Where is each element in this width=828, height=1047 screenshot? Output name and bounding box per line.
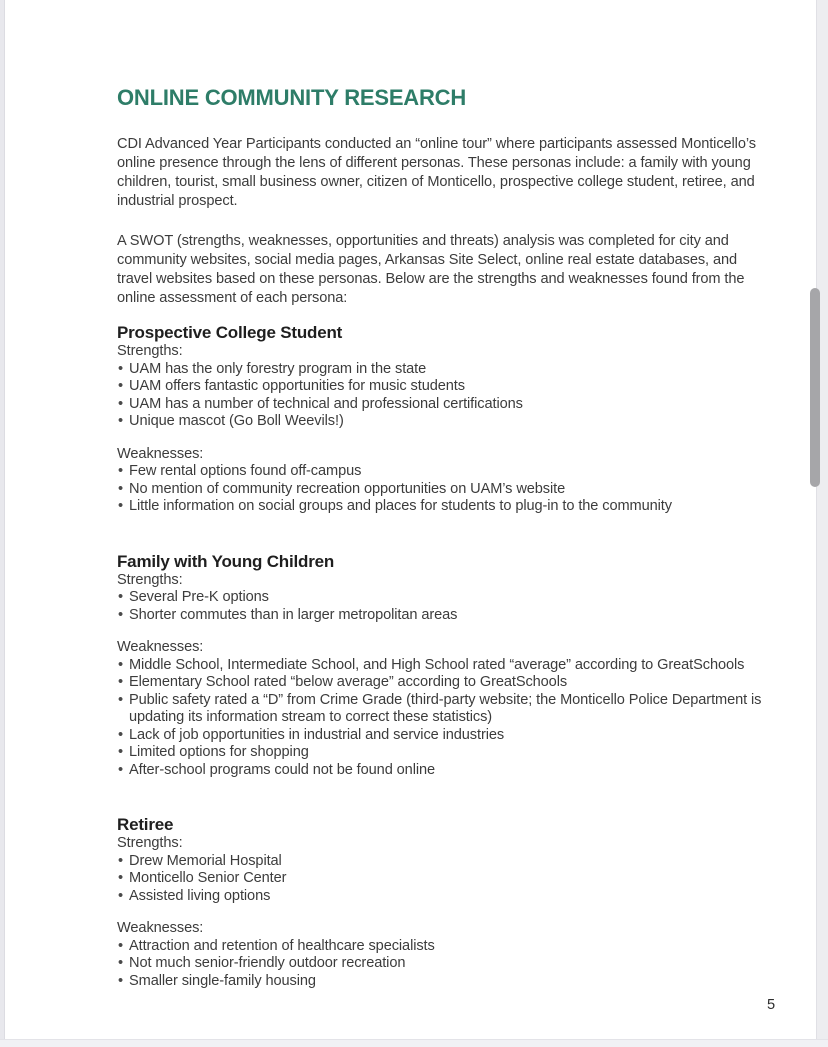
weaknesses-label: Weaknesses: (117, 445, 204, 462)
viewer-background-left-edge (0, 0, 5, 1047)
list-item: • Not much senior-friendly outdoor recreation (117, 955, 775, 973)
list-item: • Limited options for shopping (117, 744, 775, 762)
weaknesses-list (117, 657, 775, 780)
list-item: • Attraction and retention of healthcare specialists (117, 938, 775, 956)
scrollbar-track[interactable] (816, 0, 828, 1047)
list-item: • Elementary School rated “below average” according to GreatSchools (117, 674, 775, 692)
weaknesses-label: Weaknesses: (117, 920, 204, 936)
document-page (117, 84, 775, 1014)
list-item: • UAM has the only forestry program in the state (117, 361, 775, 379)
vertical-scrollbar[interactable] (810, 0, 828, 1047)
list-item: • Unique mascot (Go Boll Weevils!) (117, 413, 775, 431)
list-item: • After-school programs could not be found online (117, 762, 775, 780)
viewer-background-bottom-edge (0, 1039, 828, 1047)
weaknesses-list (117, 463, 775, 516)
persona-heading: Family with Young Children (117, 551, 335, 571)
strengths-list (117, 361, 775, 431)
strengths-label: Strengths: (117, 343, 183, 359)
list-item: • UAM offers fantastic opportunities for music students (117, 378, 775, 396)
section-prospective-college-student (117, 322, 775, 516)
persona-heading: Prospective College Student (117, 323, 343, 342)
persona-heading: Retiree (117, 815, 174, 834)
intro-paragraph-1: CDI Advanced Year Participants conducted an “online tour” where participants assessed Monticello’s online presence through the lens of different personas. These personas include: a family with young children, tourist, small business owner, citizen of Monticello, prospective college student, retiree, and industrial prospect. (117, 136, 756, 209)
list-item: • Several Pre-K options (117, 589, 775, 607)
list-item: • Middle School, Intermediate School, and High School rated “average” according to GreatSchools (117, 657, 775, 675)
section-retiree (117, 814, 775, 990)
list-item: • Smaller single-family housing (117, 973, 775, 991)
list-item: • Few rental options found off-campus (117, 463, 775, 481)
strengths-list (117, 589, 775, 624)
page-number: 5 (766, 997, 775, 1013)
list-item: • Public safety rated a “D” from Crime Grade (third-party website; the Monticello Police Department is updating its information stream to correct these statistics) (117, 692, 775, 727)
strengths-list (117, 853, 775, 906)
list-item: • Lack of job opportunities in industrial and service industries (117, 727, 775, 745)
weaknesses-label: Weaknesses: (117, 639, 204, 655)
list-item: • Little information on social groups and places for students to plug-in to the community (117, 498, 775, 516)
section-family-with-young-children (117, 551, 775, 780)
list-item: • Assisted living options (117, 888, 775, 906)
list-item: • Monticello Senior Center (117, 870, 775, 888)
list-item: • No mention of community recreation opportunities on UAM’s website (117, 481, 775, 499)
page-title: ONLINE COMMUNITY RESEARCH (117, 85, 467, 110)
strengths-label: Strengths: (117, 571, 183, 588)
list-item: • Shorter commutes than in larger metropolitan areas (117, 607, 775, 625)
list-item: • Drew Memorial Hospital (117, 853, 775, 871)
intro-paragraph-2: A SWOT (strengths, weaknesses, opportunities and threats) analysis was completed for city and community websites, social media pages, Arkansas Site Select, online real estate databases, and travel websites based on these personas. Below are the strengths and weaknesses found from the online assessment of each persona: (117, 233, 745, 306)
scrollbar-thumb[interactable] (810, 288, 820, 487)
list-item: • UAM has a number of technical and professional certifications (117, 396, 775, 414)
strengths-label: Strengths: (117, 835, 183, 851)
weaknesses-list (117, 938, 775, 991)
